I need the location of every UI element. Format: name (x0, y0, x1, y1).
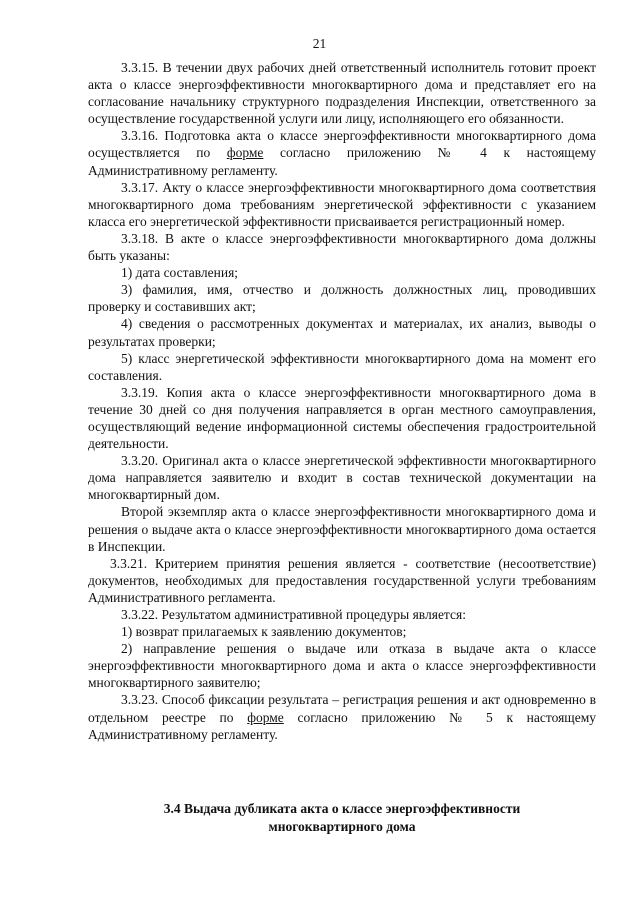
paragraph-text: согласно приложению № 5 к настоящему Административному регламенту. (88, 709, 596, 742)
form-link[interactable]: форме (226, 145, 264, 161)
list-item: 2) направление решения о выдаче или отказа в выдаче акта о классе энергоэффективности многоквартирного дома и акта о классе энергоэффективности многоквартирного заявителю; (88, 641, 596, 691)
list-item: 4) сведения о рассмотренных документах и материалах, их анализ, выводы о результатах проверки; (88, 316, 596, 349)
paragraph-text: 3.3.16. Подготовка акта о классе энергоэффективности многоквартирного дома осуществляется по (88, 128, 596, 161)
paragraph-3-3-22: 3.3.22. Результатом административной процедуры является: (121, 607, 466, 622)
paragraph-3-3-23 (88, 691, 596, 742)
list-item: 1) возврат прилагаемых к заявлению документов; (121, 624, 407, 640)
paragraph-3-3-18: 3.3.18. В акте о классе энергоэффективности многоквартирного дома должны быть указаны: (88, 230, 596, 264)
paragraph-3-3-16 (88, 127, 596, 178)
paragraph-3-3-21: 3.3.21. Критерием принятия решения является - соответствие (несоответствие) документов, необходимых для предоставления государственной услуги требованиям Административного регламента. (88, 555, 596, 605)
paragraph-3-3-20: 3.3.20. Оригинал акта о классе энергетической эффективности многоквартирного дома направляется заявителю и входит в состав технической документации на многоквартирный дом. (88, 453, 596, 503)
paragraph-second-copy: Второй экземпляр акта о классе энергоэффективности многоквартирного дома и решения о выдаче акта о классе энергоэффективности многоквартирного дома остается в Инспекции. (88, 504, 596, 554)
paragraph-3-3-17: 3.3.17. Акту о классе энергоэффективности многоквартирного дома соответствия многоквартирного дома требованиям энергетической эффективности с указанием класса его энергетической эффективности присваивается регистрационный номер. (88, 179, 596, 229)
form-link[interactable]: форме (247, 709, 284, 725)
paragraph-3-3-15: 3.3.15. В течении двух рабочих дней ответственный исполнитель готовит проект акта о классе энергоэффективности многоквартирного дома и представляет его на согласование начальнику структурного подразделения Инспекции, ответственного за осуществление государственной услуги или лицу, исполняющего его обязанности. (88, 60, 596, 127)
section-heading (88, 800, 596, 836)
paragraph-text: согласно приложению № 4 к настоящему Административному регламенту. (88, 145, 596, 178)
list-item: 1) дата составления; (121, 265, 239, 281)
document-body (88, 59, 596, 743)
list-item: 3) фамилия, имя, отчество и должность должностных лиц, проводивших проверку и составивших акт; (88, 282, 596, 315)
section-heading-line: 3.4 Выдача дубликата акта о классе энергоэффективности (163, 801, 521, 816)
list-item: 5) класс энергетической эффективности многоквартирного дома на момент его составления. (88, 350, 596, 383)
paragraph-3-3-19: 3.3.19. Копия акта о классе энергоэффективности многоквартирного дома в течение 30 дней со дня получения направляется в орган местного самоуправления, осуществляющий ведение информационной системы обеспечения градостроительной деятельности. (88, 384, 596, 452)
page-number: 21 (312, 36, 327, 51)
section-heading-line: многоквартирного дома (268, 819, 416, 834)
paragraph-text: 3.3.23. Способ фиксации результата – регистрация решения и акт одновременно в отдельном реестре по (88, 692, 596, 725)
